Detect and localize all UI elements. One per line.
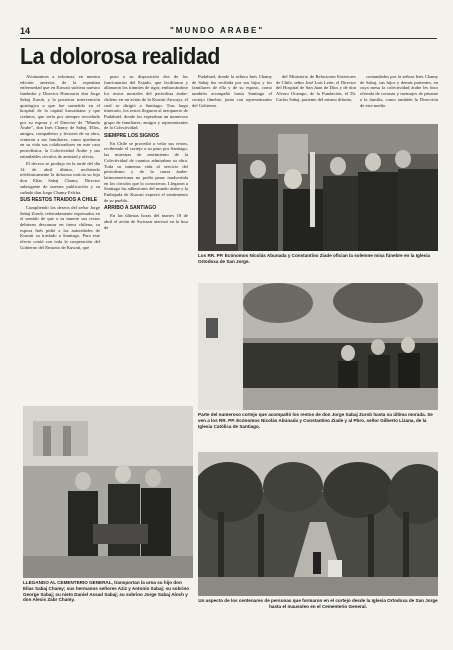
paragraph: Cumpliendo los deseos del señor Jorge Sabaj Zurob, reiteradamente expresados en el sentido de que a su muerte sus restos debieran descansar en tierra chilena, su esposa Inés pidió a las autoridades de Kuwait su traslado a Santiago. Para este efecto contó con toda la cooperación del Gobierno del Emirato de Kuwait, que	[20, 204, 100, 250]
paragraph: En las últimas horas del martes 18 de abril el avión de Swissair aterrizó en la losa de	[104, 213, 188, 230]
caption-cemetery-avenue: Un aspecto de los centenares de personas que formaron en el cortejo desde la Iglesia Ortodoxa de San Jorge hasta el mausoleo en el Cementerio General.	[198, 598, 438, 609]
paragraph: comandados por la señora Inés Chamy de Sabaj, sus hijos y demás parientes, en cuya mesa la colectividad árabe les hizo ofrenda de coronas y mensajes de pésame a la familia, como también la Dirección de este medio.	[360, 74, 438, 108]
photo-coffin-arrival	[23, 406, 193, 578]
caption-procession: Parte del numeroso cortejo que acompañó los restos de don Jorge Sabaj Zurob hasta su última morada. Se ven a los RR. PP. Ecónomos Nicolás Abunada y Constantino Ziade y al Pbro. señor Gilberto Lizana, de la Iglesia Católica de Santiago.	[198, 412, 433, 429]
photo-procession	[198, 283, 438, 410]
photo-cemetery-avenue-image	[198, 452, 438, 596]
article-column-3	[192, 74, 272, 122]
article-headline: La dolorosa realidad	[20, 43, 220, 69]
paragraph: del Ministerio de Relaciones Exteriores de Chile, señor José Luis León; el Director del Hospital de San Juan de Dios y de don Alvaro Ocampo, de la Fundación, el Dr. Carlos Sabaj, pariente del mismo difunto,	[276, 74, 356, 102]
paragraph: El deceso se produjo en la tarde del día 14 de abril último, recibiendo telefónicamente la dolorosa noticia su hija don Elias Sabaj Chamy, Director subrogante de nuestra publicación y su cuñado don Jorge Chamy Falcha.	[20, 161, 100, 195]
caption-coffin-arrival: LLEGANDO AL CEMENTERIO GENERAL, transportan la urna su hijo don Elías Sabaj Chamy; sus hermanos señores Aziz y Antonio Sabaj; su sobrino George Sabaj; su nieto Daniel Assad Sabaj; su sobrino Jorge Sabaj Aloch y don Alexis Zabr Chamy.	[23, 580, 190, 603]
subhead-restos: SUS RESTOS TRAIDOS A CHILE	[20, 197, 98, 204]
publication-name: "MUNDO ARABE"	[170, 26, 265, 35]
paragraph: puso a su disposición dos de los funcionarios del Estado, que facilitaron y allanaron los trámites de rigor, embarcándose los restos mortales del periodista árabe-chileno en un avión de la Kuwait Airways, el cual se dirigió a Santiago. Tras largo itinerario, los restos llegaron al aeropuerto de Pudahuel, donde los esperaban un numeroso grupo de familiares, amigos y representantes de la Colectividad.	[104, 74, 188, 131]
photo-funeral-mass	[198, 124, 438, 251]
photo-procession-image	[198, 283, 438, 410]
subhead-signos: SIEMPRE LOS SIGNOS	[104, 133, 160, 140]
photo-coffin-arrival-image	[23, 406, 193, 578]
paragraph: En Chile se procedió a velar sus restos, recibiendo el cortejo a su paso por Santiago, las muestras de sentimiento de la Colectividad de cuantos admiraban su obra. Toda su inmensa vida al servicio del periodismo y de la causa árabe-latinoamericana no podía pasar inadvertida en los círculos que lo conocieron. Llegaron a Santiago las adhesiones del mundo árabe y la Embajada de Kuwait expresó el sentimiento de su pueblo.	[104, 140, 188, 203]
article-column-1	[20, 74, 100, 374]
paragraph: Alcanzamos a informar, en nuestra edición anterior, de la repentina enfermedad que en Kuwait sufriera nuestro fundador y Director Honorario don Jorge Sabaj Zurob, y la posterior intervención quirúrgica a que fue sometido en el hospital de la capital kuwaitiana y que creímos, que sería por siempre recordado por su esposa y el Director de "Mundo Árabe", don Inés Chamy de Sabaj. Ellos, amigos, compañeros y lectores de su obra, vinieron a sus familiares, como quedaron en su vida sus colaboradores en este casa periodística, la Colectividad Árabe y sus entrañables círculos de amistad y afecto,	[20, 74, 100, 159]
photo-cemetery-avenue	[198, 452, 438, 596]
paragraph: Pudahuel, donde la señora Inés Chamy de Sabaj fue recibida por sus hijos y los familiares de ella y de su esposo, como también acompañó hasta Santiago el cortejo fúnebre, junto con representantes del Gobierno.	[192, 74, 272, 108]
article-column-4	[276, 74, 356, 122]
subhead-santiago: ARRIBO A SANTIAGO	[104, 205, 157, 212]
header-rule	[20, 38, 437, 39]
article-column-2	[104, 74, 188, 372]
caption-funeral-mass: Los RR. PP. Ecónomos Nicolás Abunada y Constantino Ziade ofician la solemne misa fúnebre en la Iglesia Ortodoxa de San Jorge.	[198, 253, 431, 264]
photo-funeral-mass-image	[198, 124, 438, 251]
page-number: 14	[20, 26, 31, 36]
